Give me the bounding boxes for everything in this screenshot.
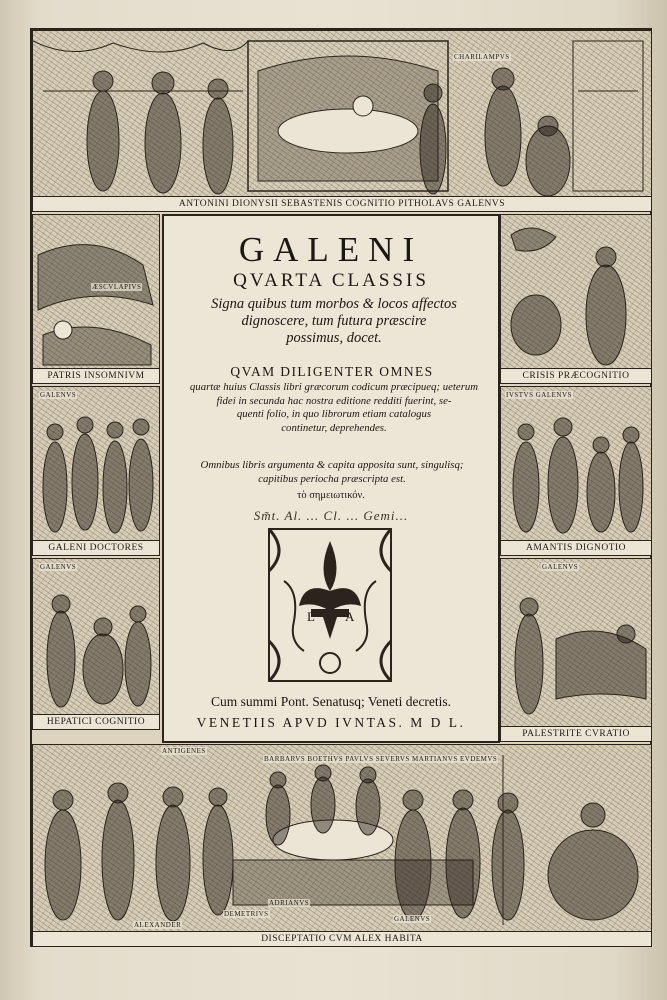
- top-woodcut-illustration: [33, 31, 651, 211]
- left-panel-1-tag: ÆSCVLAPIVS: [92, 283, 142, 291]
- bottom-woodcut-panel: [32, 744, 652, 947]
- title-description: [184, 296, 484, 347]
- secondary-description: [182, 381, 486, 435]
- bottom-panel-tag-6: ALEXANDER: [134, 921, 182, 929]
- right-woodcut-panel-3: [500, 558, 652, 742]
- left-woodcut-panel-3: [32, 558, 160, 730]
- title-block: [162, 214, 500, 743]
- secondary-heading: QVAM DILIGENTER OMNES: [230, 364, 434, 379]
- woodcut-border: [30, 28, 652, 947]
- privilege-imprint: Cum summi Pont. Senatusq; Veneti decretis.: [210, 694, 452, 709]
- description2-line-4: continetur, deprehendes.: [281, 421, 387, 434]
- top-woodcut-panel: [32, 30, 652, 212]
- left-panel-3-tag: GALENVS: [40, 563, 77, 571]
- book-title: GALENI: [238, 230, 424, 269]
- bottom-panel-tag-1: ANTIGENES: [162, 747, 206, 755]
- description2-line-3: quenti folio, in quo librorum etiam catalogus: [236, 408, 432, 420]
- wrestler-woodcut-illustration: [501, 559, 651, 741]
- device-letter-left: L: [307, 609, 315, 624]
- lover-woodcut-illustration: [501, 387, 651, 555]
- description-line-1: Signa quibus tum morbos & locos affectos: [211, 296, 457, 312]
- description3-line-1: Omnibus libris argumenta & capita apposita sunt, singulisq;: [200, 459, 464, 471]
- right-panel-2-tag: IVSTVS GALENVS: [506, 391, 572, 399]
- left-panel-2-caption: GALENI DOCTORES: [33, 540, 159, 555]
- right-panel-2-caption: AMANTIS DIGNOTIO: [501, 540, 651, 555]
- right-panel-3-caption: PALESTRITE CVRATIO: [501, 726, 651, 741]
- bottom-panel-tag-4: ADRIANVS: [269, 899, 310, 907]
- device-letter-right: A: [345, 609, 355, 624]
- greek-subtitle: τὸ σημειωτικόν.: [297, 490, 365, 501]
- description-line-3: possimus, docet.: [286, 330, 382, 346]
- left-panel-3-caption: HEPATICI COGNITIO: [33, 714, 159, 729]
- description3-line-2: capitibus periocha præscripta est.: [258, 472, 406, 485]
- right-woodcut-panel-1: [500, 214, 652, 384]
- top-panel-tag: CHARILAMPVS: [454, 53, 510, 61]
- handwritten-inscription: Sm̃t. Al. ... Cl. ... Gemi...: [253, 508, 409, 523]
- right-panel-1-caption: CRISIS PRÆCOGNITIO: [501, 368, 651, 383]
- liver-woodcut-illustration: [33, 559, 159, 729]
- left-woodcut-panel-2: [32, 386, 160, 556]
- bottom-panel-tag-2: BARBARVS BOETHVS PAVLVS SEVERVS MARTIANVS EVDEMVS: [264, 755, 498, 763]
- right-woodcut-panel-2: [500, 386, 652, 556]
- right-panel-3-tag: GALENVS: [542, 563, 579, 571]
- publisher-imprint: VENETIIS APVD IVNTAS. M D L.: [196, 715, 466, 730]
- crisis-woodcut-illustration: [501, 215, 651, 383]
- description-line-2: dignoscere, tum futura præscire: [241, 313, 427, 329]
- left-woodcut-panel-1: [32, 214, 160, 384]
- bottom-panel-caption: DISCEPTATIO CVM ALEX HABITA: [33, 931, 651, 946]
- left-panel-2-tag: GALENVS: [40, 391, 77, 399]
- book-subtitle: QVARTA CLASSIS: [233, 270, 429, 291]
- printers-device-emblem: [259, 521, 401, 689]
- bottom-woodcut-illustration: [33, 745, 651, 946]
- bottom-panel-tag-5: GALENVS: [394, 915, 431, 923]
- description2-line-2: fidei in secunda hac nostra editione redditi fuerint, se-: [216, 394, 452, 407]
- left-panel-1-caption: PATRIS INSOMNIVM: [33, 368, 159, 383]
- dream-woodcut-illustration: [33, 215, 159, 383]
- bottom-panel-tag-3: DEMETRIVS: [224, 910, 269, 918]
- doctors-woodcut-illustration: [33, 387, 159, 555]
- description2-line-1: quartæ huius Classis libri græcorum codicum præcipueq; ueterum: [189, 381, 479, 393]
- top-panel-caption: ANTONINI DIONYSII SEBASTENIS COGNITIO PITHOLAVS GALENVS: [33, 196, 651, 211]
- contents-note: [178, 459, 486, 486]
